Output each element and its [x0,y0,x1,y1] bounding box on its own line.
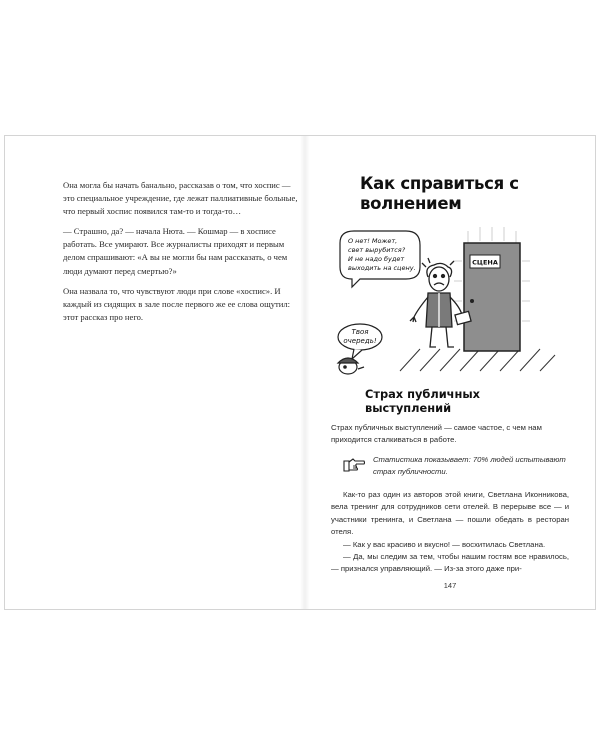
speech-bubble-1 [340,231,420,287]
statistic-quote: Статистика показывает: 70% людей испытывают страх публичности. [373,455,566,477]
section-title: Страх публичных выступлений [365,387,481,415]
door-sign-text: СЦЕНА [472,258,498,267]
bubble-2-line-1: Твоя [351,328,369,336]
intro-text [331,422,569,447]
page-number: 147 [443,581,457,590]
left-paragraph-3: Она назвала то, что чувствуют люди при слове «хоспис». И каждый из сидящих в зале после первого же ее слова ощутил: этот рассказ про него. [63,285,291,322]
book-spread [4,135,596,610]
intro-paragraph: Страх публичных выступлений — самое частое, с чем нам приходится сталкиваться в работе. [331,423,542,445]
bubble-1-line-1: О нет! Может, [348,237,398,245]
bubble-1-line-4: выходить на сцену. [348,264,416,272]
stage-fright-illustration [330,221,560,381]
speech-bubble-2 [338,324,382,359]
peeking-assistant-figure [338,358,364,374]
body-paragraph-2: — Как у вас красиво и вкусно! — восхитилась Светлана. [343,539,546,549]
right-body-text [331,489,569,576]
bubble-1-line-2: свет вырубится? [348,246,406,254]
left-paragraph-2: — Страшно, да? — начала Нюта. — Кошмар — в хосписе работать. Все умирают. Все журналисты приходят и первым делом спрашивают: «А вы не могли бы нам рассказать, о чем люди думают перед смертью?» [63,226,288,276]
left-paragraph-1: Она могла бы начать банально, рассказав о том, что хоспис — это специальное учреждение, где лежат паллиативные больные, что первый хоспис появился там-то и тогда-то… [63,180,298,217]
left-page-text [63,179,303,331]
pointing-hand-icon [343,456,365,472]
body-paragraph-3: — Да, мы следим за тем, чтобы нашим гостям все нравилось, — признался управляющий. — Из-за этого даже при- [331,552,569,574]
bubble-2-line-2: очередь! [343,337,377,345]
bubble-1-line-3: И не надо будет [348,255,405,263]
chapter-title: Как справиться с волнением [360,174,519,213]
body-paragraph-1: Как-то раз один из авторов этой книги, Светлана Иконникова, вела тренинг для сотрудников сети отелей. В перерыве все — и участники тренинга, и Светлана — пошли обедать в ресторан отеля. [331,490,569,537]
statistic-callout [343,454,569,484]
